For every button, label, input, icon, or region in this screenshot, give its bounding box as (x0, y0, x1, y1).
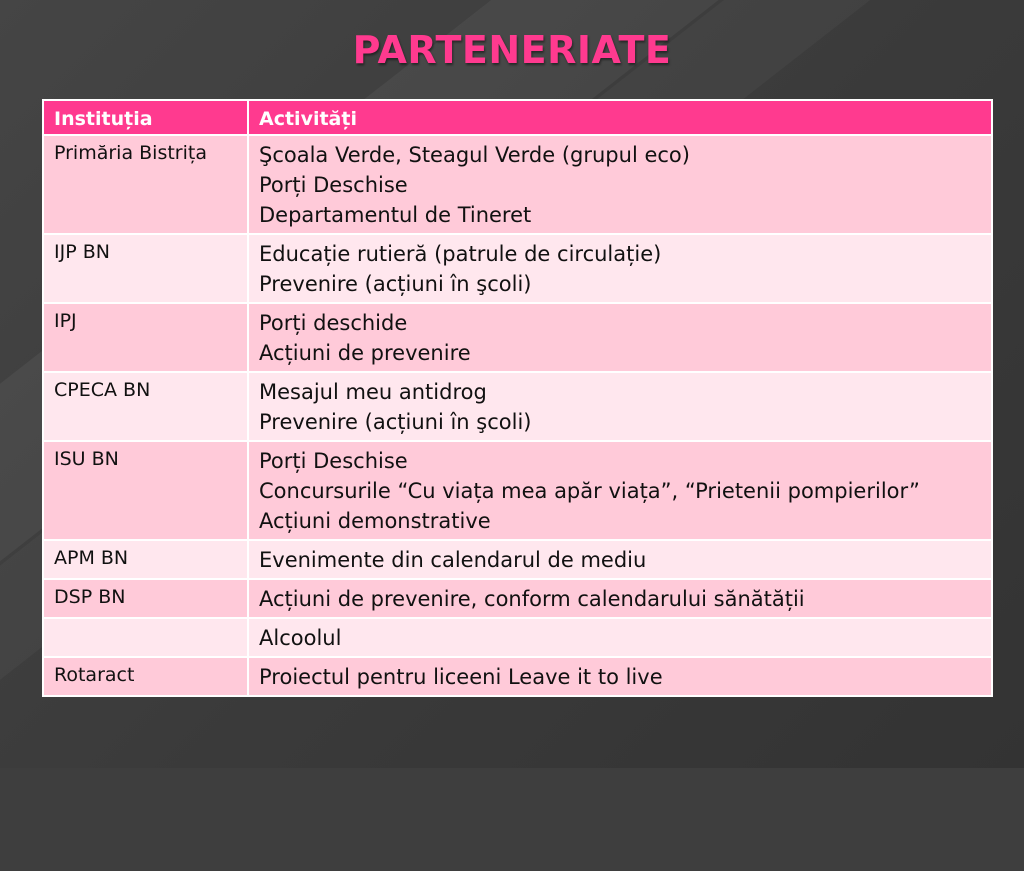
activities-cell (248, 303, 992, 372)
activities-cell (248, 372, 992, 441)
institution-cell: Primăria Bistrița (43, 135, 248, 234)
table-row (43, 441, 992, 540)
activity-item: Evenimente din calendarul de mediu (259, 548, 647, 572)
institution-cell (43, 618, 248, 657)
slide-title: PARTENERIATE (352, 28, 672, 72)
table-body (43, 135, 992, 696)
table-header-row (43, 100, 992, 135)
table-row (43, 303, 992, 372)
activity-item: Departamentul de Tineret (259, 203, 532, 227)
table-row (43, 234, 992, 303)
activity-item: Acțiuni demonstrative (259, 509, 491, 533)
activity-item: Prevenire (acțiuni în şcoli) (259, 272, 532, 296)
activity-item: Proiectul pentru liceeni Leave it to live (259, 665, 663, 689)
institution-cell: Rotaract (43, 657, 248, 696)
institution-cell: ISU BN (43, 441, 248, 540)
activities-cell (248, 579, 992, 618)
activity-item: Porți Deschise (259, 449, 408, 473)
table-row (43, 372, 992, 441)
activities-cell (248, 441, 992, 540)
activities-cell (248, 618, 992, 657)
activity-item: Concursurile “Cu viața mea apăr viața”, “Prietenii pompierilor” (259, 479, 920, 503)
activities-cell (248, 135, 992, 234)
institution-cell: IPJ (43, 303, 248, 372)
activities-cell (248, 540, 992, 579)
activity-item: Prevenire (acțiuni în şcoli) (259, 410, 532, 434)
activity-item: Educație rutieră (patrule de circulație) (259, 242, 662, 266)
activity-item: Porți Deschise (259, 173, 408, 197)
partnerships-table (42, 99, 993, 697)
table-row (43, 618, 992, 657)
activity-item: Porți deschide (259, 311, 408, 335)
activities-cell (248, 657, 992, 696)
header-institution: Instituția (43, 100, 248, 135)
activity-item: Alcoolul (259, 626, 342, 650)
activity-item: Mesajul meu antidrog (259, 380, 487, 404)
institution-cell: CPECA BN (43, 372, 248, 441)
institution-cell: IJP BN (43, 234, 248, 303)
header-activities: Activități (248, 100, 992, 135)
activities-cell (248, 234, 992, 303)
activity-item: Şcoala Verde, Steagul Verde (grupul eco) (259, 143, 690, 167)
table-row (43, 135, 992, 234)
activity-item: Acțiuni de prevenire, conform calendarului sănătății (259, 587, 805, 611)
institution-cell: APM BN (43, 540, 248, 579)
table-row (43, 579, 992, 618)
table-row (43, 657, 992, 696)
table-row (43, 540, 992, 579)
activity-item: Acțiuni de prevenire (259, 341, 471, 365)
institution-cell: DSP BN (43, 579, 248, 618)
